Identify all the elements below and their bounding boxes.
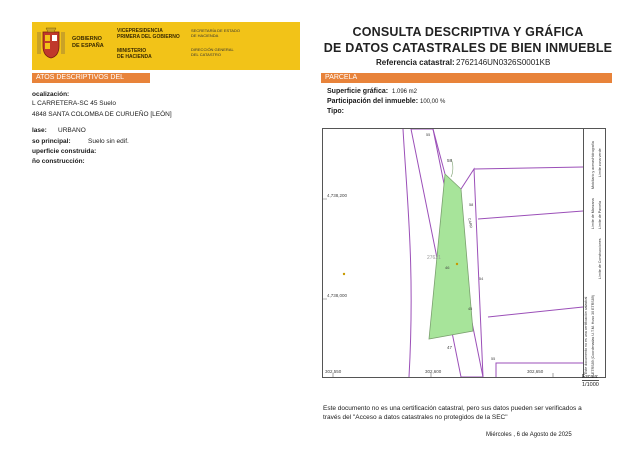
address-line-2: 4848 SANTA COLOMBA DE CURUEÑO [LEÓN]	[32, 111, 172, 118]
legend-item: Hidrografía	[591, 141, 595, 159]
location-label: ocalización:	[32, 91, 70, 98]
legend-item: ETRS89 (Coordenadas U.T.M. Huso 30 ETRS89)	[591, 295, 595, 374]
disclaimer-text: Este documento no es una certificación catastral, pero sus datos pueden ser verificados a través del "Acceso a datos catastrales no protegidos de la SEC"	[323, 405, 582, 421]
legend-item: Límite de Parcela	[598, 201, 602, 229]
legend-item: Este documento no es una certificación catastral	[584, 296, 588, 374]
map-y-coordinate-bottom: 4,738,000	[327, 293, 348, 298]
surface-label: Superficie gráfica:	[327, 88, 389, 95]
coat-of-arms-icon	[36, 26, 66, 60]
document-date: Miércoles , 6 de Agosto de 2025	[486, 432, 572, 438]
parcel-plan	[323, 129, 583, 377]
participation-value: 100,00 %	[420, 99, 446, 105]
built-area-label: uperficie construida:	[32, 148, 97, 155]
neighbor-parcel-top-label: 58	[447, 158, 453, 163]
ministry-block: VICEPRESIDENCIA PRIMERA DEL GOBIERNO MINISTERIO DE HACIENDA	[117, 28, 180, 60]
cadastral-map	[322, 128, 584, 378]
legend-item: Límite zona verde	[598, 148, 602, 177]
neighbor-parcel-bottom-label: 47	[447, 345, 453, 350]
surface-value: 1.096 m2	[392, 89, 418, 95]
descriptive-data-header: ATOS DESCRIPTIVOS DEL INMUEBLE	[32, 73, 150, 83]
scale-label: Escala:	[582, 374, 599, 380]
participation-label: Participación del inmueble:	[327, 98, 419, 105]
secretariat-block: SECRETARÍA DE ESTADO DE HACIENDA DIRECCIÓN GENERAL DEL CATASTRO	[191, 28, 240, 57]
main-use-label: so principal:	[32, 138, 71, 145]
parcel-sub-label: 46	[445, 265, 450, 270]
cadastral-reference-value: 2762146UN0326S0001KB	[456, 58, 551, 67]
parcel-header: PARCELA	[321, 73, 612, 83]
document-title: CONSULTA DESCRIPTIVA Y GRÁFICA DE DATOS CATASTRALES DE BIEN INMUEBLE	[323, 25, 613, 55]
class-value: URBANO	[58, 127, 86, 134]
map-x-coordinate-mid: 302,600	[425, 369, 442, 374]
street-label: CARR	[467, 217, 473, 229]
legend-item: Límite de Construcciones	[598, 238, 602, 279]
legend-item: Mobiliario y aceras	[591, 159, 595, 189]
class-label: lase:	[32, 127, 47, 134]
map-x-coordinate-left: 302,550	[325, 369, 342, 374]
map-label-1: 55	[426, 133, 431, 137]
scale-value: 1/1000	[582, 382, 599, 388]
map-y-coordinate-top: 4,738,200	[327, 193, 348, 198]
map-legend	[583, 128, 606, 378]
main-use-value: Suelo sin edif.	[88, 138, 129, 145]
map-label-3: 55	[491, 357, 496, 361]
cadastral-reference-label: Referencia catastral:	[376, 58, 455, 67]
map-x-coordinate-right: 302,650	[527, 369, 544, 374]
map-label-5: 45	[468, 307, 473, 311]
type-label: Tipo:	[327, 108, 344, 115]
map-label-4: 54	[479, 277, 484, 281]
address-line-1: L CARRETERA-SC 45 Suelo	[32, 100, 116, 107]
government-name: GOBIERNO DE ESPAÑA	[72, 36, 104, 49]
construction-year-label: ño construcción:	[32, 158, 85, 165]
legend-item: Límite de Manzana	[591, 198, 595, 229]
parcel-number-label: 27621	[427, 255, 441, 261]
map-label-2: 58	[469, 203, 474, 207]
